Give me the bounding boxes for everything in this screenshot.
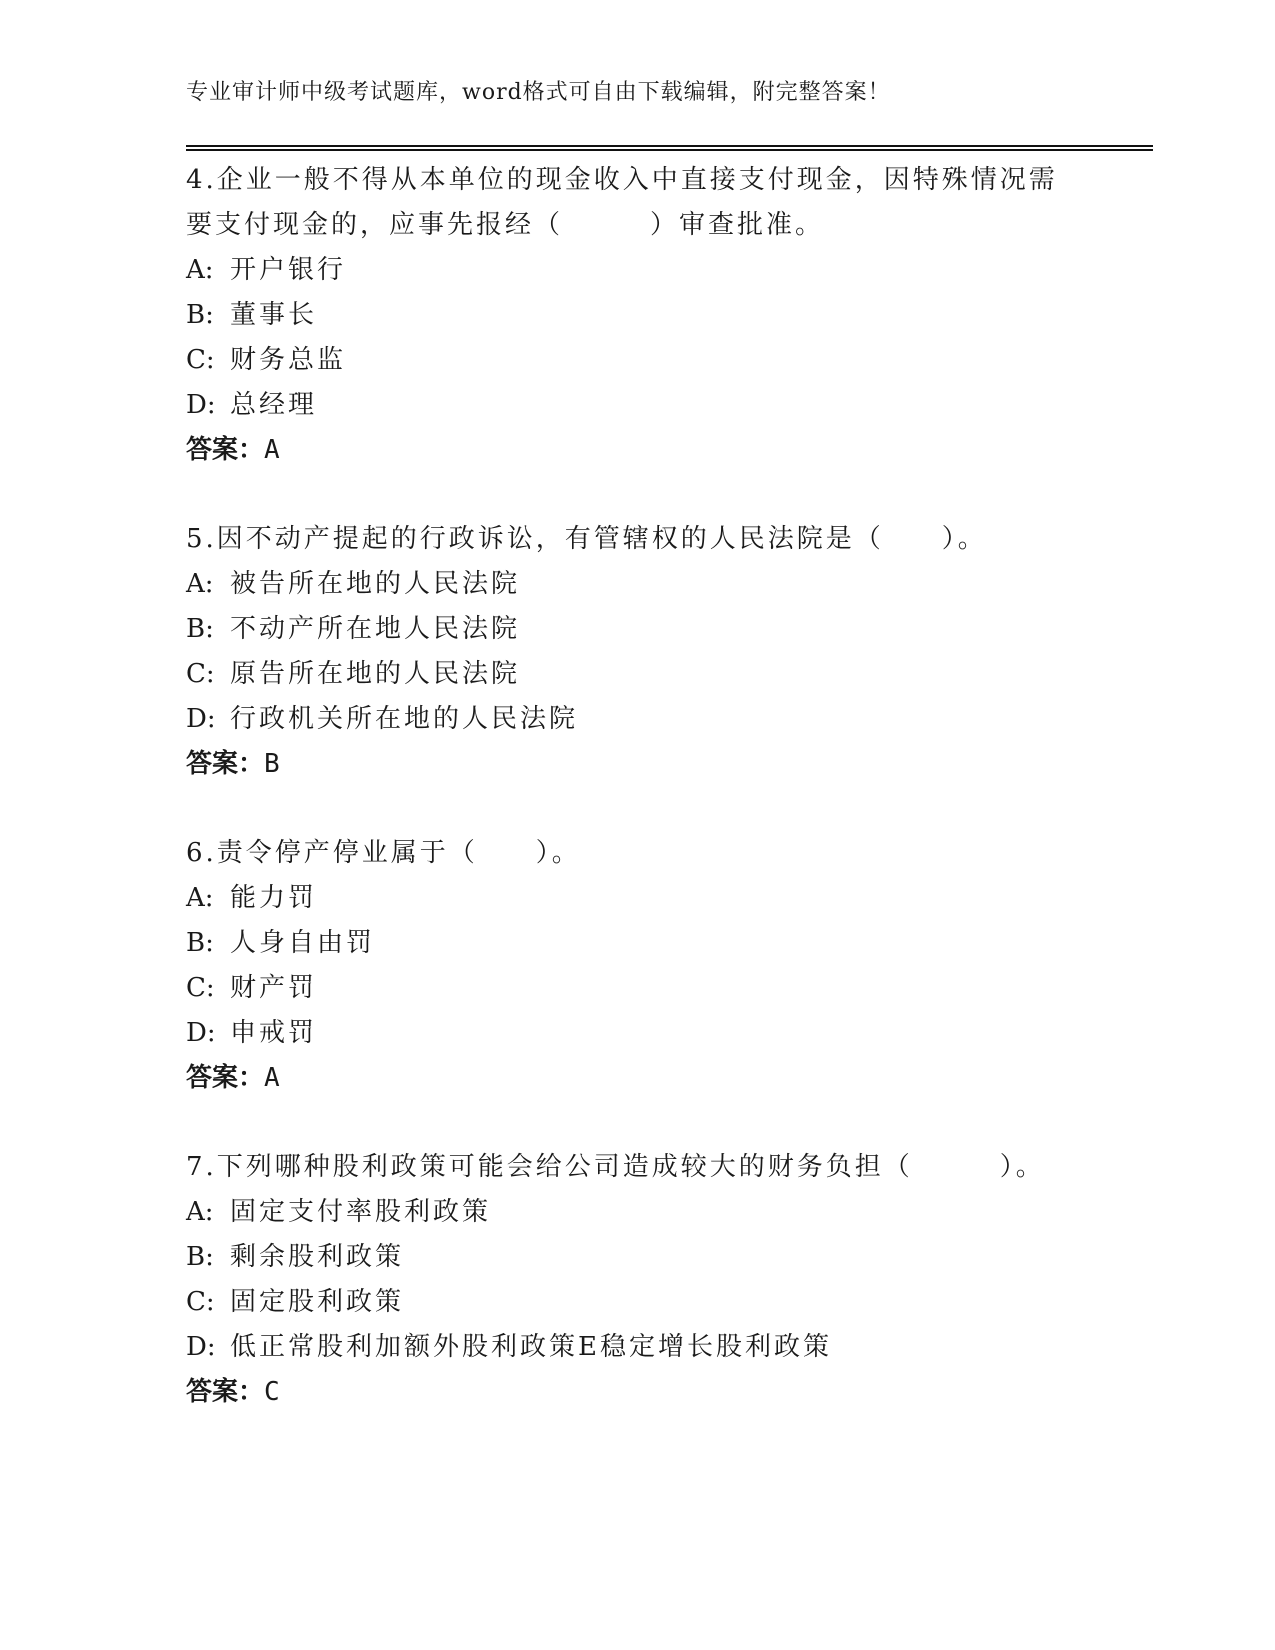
answer-line	[186, 742, 1086, 787]
option-key: C:	[186, 973, 215, 1003]
option-text: 开户银行	[230, 255, 347, 285]
option-key: A:	[186, 883, 214, 913]
option-c	[186, 966, 1086, 1011]
question-stem: 4.企业一般不得从本单位的现金收入中直接支付现金，因特殊情况需要支付现金的，应事先报经（ ）审查批准。	[186, 165, 1058, 240]
option-text: 能力罚	[230, 883, 318, 913]
question-stem: 7.下列哪种股利政策可能会给公司造成较大的财务负担（ ）。	[186, 1152, 1045, 1182]
option-key: B:	[186, 928, 214, 958]
option-text: 被告所在地的人民法院	[230, 569, 521, 599]
option-key: B:	[186, 300, 214, 330]
header-note: 专业审计师中级考试题库，word格式可自由下载编辑，附完整答案！	[186, 80, 891, 105]
option-b	[186, 921, 1086, 966]
option-key: D:	[186, 1018, 216, 1048]
option-text: 总经理	[230, 390, 318, 420]
option-text: 不动产所在地人民法院	[230, 614, 521, 644]
option-a	[186, 1190, 1086, 1235]
option-text: 低正常股利加额外股利政策E稳定增长股利政策	[230, 1332, 832, 1362]
answer-value: B	[264, 749, 280, 779]
option-text: 剩余股利政策	[230, 1242, 405, 1272]
option-key: C:	[186, 345, 215, 375]
option-a	[186, 876, 1086, 921]
answer-line	[186, 428, 1086, 473]
option-key: C:	[186, 659, 215, 689]
answer-label: 答案：	[186, 435, 265, 465]
header-divider	[186, 145, 1153, 151]
option-key: B:	[186, 1242, 214, 1272]
answer-label: 答案：	[186, 1377, 265, 1407]
answer-label: 答案：	[186, 1063, 265, 1093]
option-text: 财务总监	[230, 345, 347, 375]
option-d	[186, 1011, 1086, 1056]
option-key: D:	[186, 390, 216, 420]
option-key: D:	[186, 1332, 216, 1362]
answer-value: C	[264, 1377, 280, 1407]
option-c	[186, 1280, 1086, 1325]
option-d	[186, 697, 1086, 742]
option-d	[186, 383, 1086, 428]
question-4	[186, 158, 1086, 473]
option-c	[186, 652, 1086, 697]
option-text: 财产罚	[230, 973, 318, 1003]
option-text: 申戒罚	[230, 1018, 318, 1048]
answer-label: 答案：	[186, 749, 265, 779]
option-key: A:	[186, 569, 214, 599]
option-b	[186, 607, 1086, 652]
option-text: 人身自由罚	[230, 928, 376, 958]
option-key: A:	[186, 255, 214, 285]
option-b	[186, 293, 1086, 338]
option-key: C:	[186, 1287, 215, 1317]
option-text: 原告所在地的人民法院	[230, 659, 521, 689]
option-text: 董事长	[230, 300, 318, 330]
option-c	[186, 338, 1086, 383]
question-stem: 6.责令停产停业属于（ ）。	[186, 838, 581, 868]
option-d	[186, 1325, 1086, 1370]
option-key: A:	[186, 1197, 214, 1227]
option-key: D:	[186, 704, 216, 734]
question-6	[186, 831, 1086, 1101]
answer-line	[186, 1056, 1086, 1101]
option-text: 固定股利政策	[230, 1287, 405, 1317]
option-a	[186, 562, 1086, 607]
question-5	[186, 517, 1086, 787]
question-7	[186, 1145, 1086, 1415]
option-text: 行政机关所在地的人民法院	[230, 704, 579, 734]
option-text: 固定支付率股利政策	[230, 1197, 492, 1227]
answer-value: A	[264, 435, 280, 465]
question-stem: 5.因不动产提起的行政诉讼，有管辖权的人民法院是（ ）。	[186, 524, 987, 554]
option-a	[186, 248, 1086, 293]
option-key: B:	[186, 614, 214, 644]
answer-line	[186, 1370, 1086, 1415]
answer-value: A	[264, 1063, 280, 1093]
option-b	[186, 1235, 1086, 1280]
question-list	[186, 158, 1086, 1459]
